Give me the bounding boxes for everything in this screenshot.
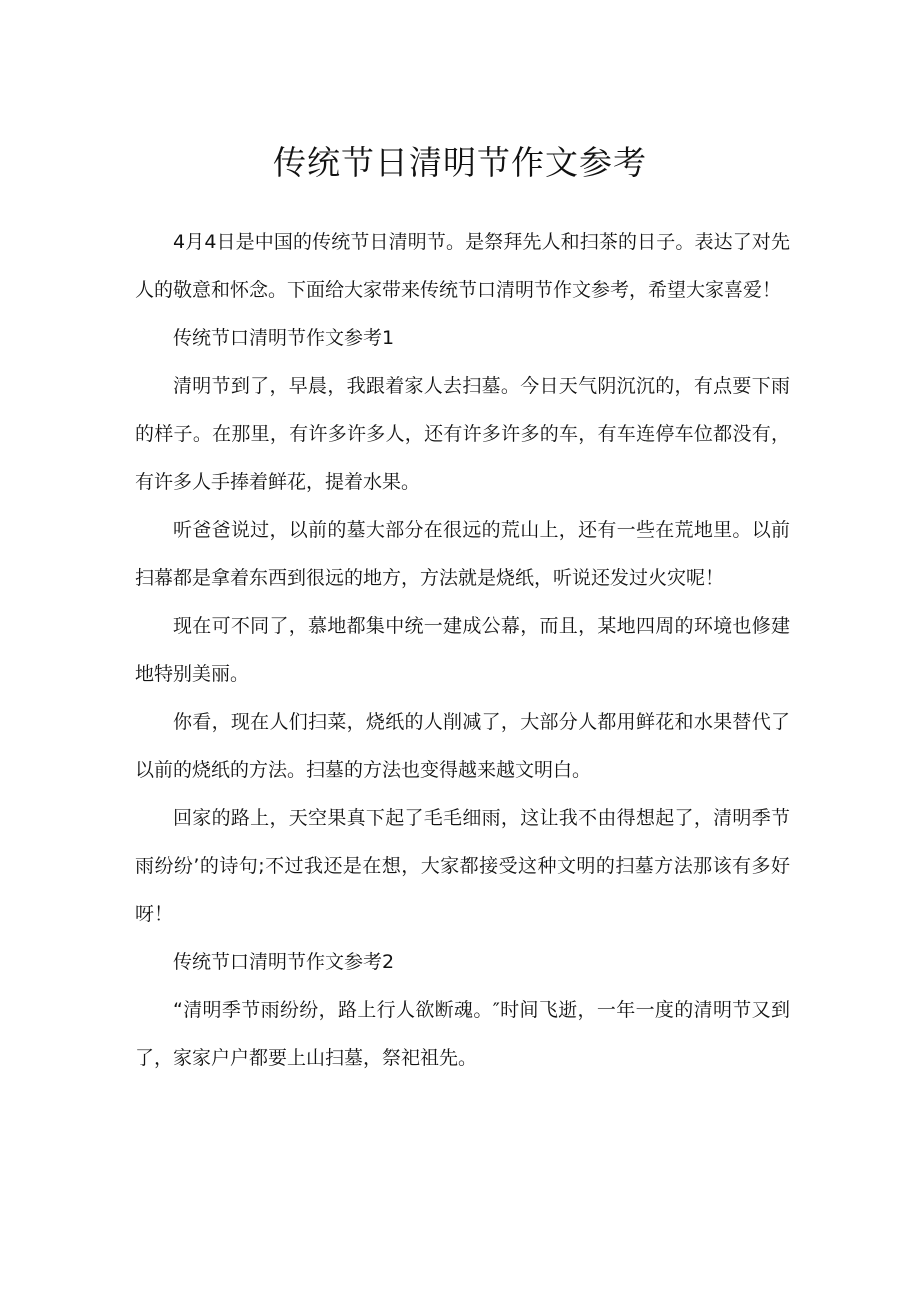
document-body: [135, 218, 790, 1082]
section1-paragraph-3: 现在可不同了，慕地都集中统一建成公幕，而且，某地四周的环境也修建地特别美丽。: [135, 615, 790, 685]
intro-paragraph: 4月4日是中国的传统节日清明节。是祭拜先人和扫茶的日子。表达了对先人的敬意和怀念。下面给大家带来传统节口清明节作文参考，希望大家喜爱！: [135, 231, 790, 301]
section-heading-1: 传统节口清明节作文参考1: [173, 327, 395, 349]
section1-paragraph-5: 回家的路上，天空果真下起了毛毛细雨，这让我不由得想起了，清明季节雨纷纷’的诗句;不过我还是在想，大家都接受这种文明的扫墓方法那该有多好呀！: [135, 807, 790, 925]
section2-paragraph-1: “清明季节雨纷纷，路上行人欲断魂。″时间飞逝，一年一度的清明节又到了，家家户户都要上山扫墓，祭祀祖先。: [135, 999, 790, 1069]
section1-paragraph-1: 清明节到了，早晨，我跟着家人去扫墓。今日天气阴沉沉的，有点要下雨的样子。在那里，有许多许多人，还有许多许多的车，有车连停车位都没有，有许多人手捧着鲜花，提着水果。: [135, 375, 790, 493]
section1-paragraph-2: 听爸爸说过，以前的墓大部分在很远的荒山上，还有一些在荒地里。以前扫幕都是拿着东西到很远的地方，方法就是烧纸，听说还发过火灾呢！: [135, 519, 790, 589]
section-heading-2: 传统节口清明节作文参考2: [173, 951, 395, 973]
section1-paragraph-4: 你看，现在人们扫菜，烧纸的人削减了，大部分人都用鲜花和水果替代了以前的烧纸的方法。扫墓的方法也变得越来越文明白。: [135, 711, 790, 781]
document-title: 传统节日清明节作文参考: [273, 143, 647, 182]
